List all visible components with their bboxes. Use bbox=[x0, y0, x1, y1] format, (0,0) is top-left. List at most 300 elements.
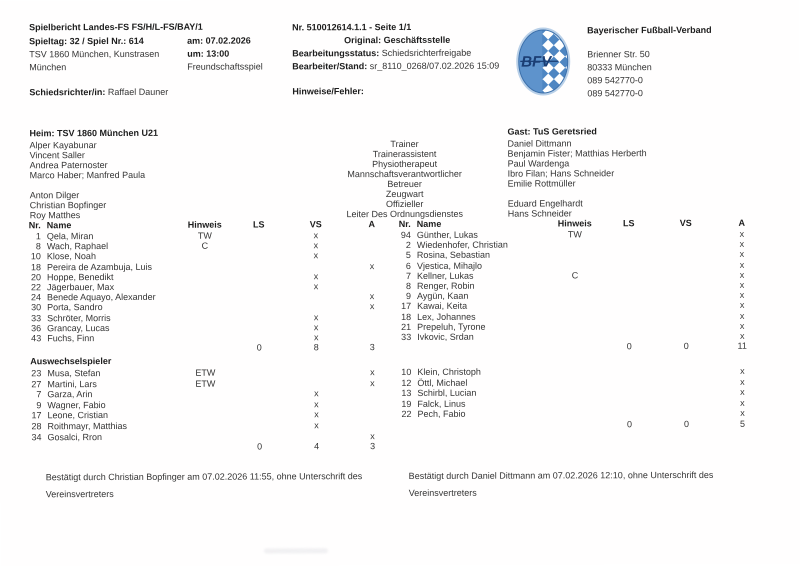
col-ls: LS bbox=[603, 218, 655, 229]
col-nr: 7 bbox=[395, 271, 411, 281]
col-a bbox=[347, 409, 397, 420]
col-nr: 20 bbox=[25, 272, 41, 282]
col-vs bbox=[655, 229, 717, 239]
staff-roles-list bbox=[279, 139, 529, 220]
col-vs: 4 bbox=[286, 441, 348, 452]
logo-text: BFV bbox=[521, 53, 553, 70]
home-confirmation: Bestätigt durch Christian Bopfinger am 07.02.2026 11:55, ohne Unterschrift des Vereinsvertreters bbox=[46, 468, 386, 502]
staff-name: Paul Wardenga bbox=[508, 158, 647, 168]
staff-role: Physiotherapeut bbox=[280, 159, 530, 170]
staff-name bbox=[508, 188, 647, 198]
col-nr: 24 bbox=[25, 292, 41, 302]
col-name: Fuchs, Finn bbox=[41, 333, 177, 344]
col-name: Schröter, Morris bbox=[41, 312, 177, 323]
col-ls bbox=[603, 321, 655, 331]
col-hinweis bbox=[177, 322, 233, 332]
col-nr: 19 bbox=[395, 399, 411, 410]
col-name: Leone, Cristian bbox=[41, 410, 177, 421]
col-nr: 27 bbox=[25, 379, 41, 390]
staff-name: Daniel Dittmann bbox=[507, 138, 646, 148]
col-nr: 21 bbox=[395, 322, 411, 332]
col-ls: LS bbox=[233, 219, 285, 230]
col-ls bbox=[603, 229, 655, 239]
col-vs bbox=[655, 300, 717, 310]
col-vs bbox=[655, 331, 717, 341]
substitutes-heading: Auswechselspieler bbox=[30, 356, 111, 366]
col-nr: 7 bbox=[25, 389, 41, 400]
col-a: x bbox=[717, 376, 767, 387]
col-vs: x bbox=[285, 410, 347, 421]
col-name: Wiedenhofer, Christian bbox=[411, 240, 547, 251]
col-hinweis: ETW bbox=[177, 378, 233, 389]
col-ls: 0 bbox=[603, 419, 655, 430]
doc-status bbox=[292, 47, 499, 61]
col-vs bbox=[655, 310, 717, 320]
col-nr: 33 bbox=[25, 313, 41, 323]
staff-name: Benjamin Fister; Matthias Herberth bbox=[508, 148, 647, 158]
col-a: x bbox=[347, 261, 397, 271]
col-nr: 36 bbox=[25, 323, 41, 333]
matchday-line: Spieltag: 32 / Spiel Nr.: 614 bbox=[29, 35, 159, 48]
col-ls bbox=[233, 410, 285, 421]
col-name: Garza, Arin bbox=[41, 389, 177, 400]
venue-line2: München bbox=[29, 61, 159, 74]
staff-name: Christian Bopfinger bbox=[30, 200, 146, 210]
col-ls bbox=[233, 332, 285, 342]
col-name: Martini, Lars bbox=[41, 378, 177, 389]
col-name: Lex, Johannes bbox=[411, 311, 547, 322]
col-a: x bbox=[717, 331, 767, 341]
col-hinweis bbox=[177, 343, 233, 353]
col-ls bbox=[603, 387, 655, 398]
match-time: um: 13:00 bbox=[187, 47, 263, 60]
col-nr: 9 bbox=[395, 291, 411, 301]
col-hinweis bbox=[177, 312, 233, 322]
referee-label: Schiedsrichter/in: bbox=[29, 87, 105, 97]
col-ls bbox=[603, 377, 655, 388]
col-vs: 8 bbox=[285, 342, 347, 352]
col-ls bbox=[603, 290, 655, 300]
col-hinweis bbox=[547, 311, 603, 321]
col-name: Pereira de Azambuja, Luis bbox=[41, 261, 177, 272]
col-ls bbox=[234, 431, 286, 442]
referee-name: Raffael Dauner bbox=[108, 87, 168, 97]
col-name: Pech, Fabio bbox=[411, 409, 547, 420]
staff-role: Trainer bbox=[279, 139, 529, 150]
col-hinweis bbox=[178, 431, 234, 442]
totals-row bbox=[25, 342, 397, 353]
report-title: Spielbericht Landes-FS FS/H/L-FS/BAY/1 bbox=[29, 22, 203, 33]
col-hinweis bbox=[547, 387, 603, 398]
col-ls bbox=[233, 367, 285, 378]
col-a: x bbox=[717, 387, 767, 398]
col-nr: 6 bbox=[395, 261, 411, 271]
guest-starters-table bbox=[395, 218, 767, 353]
staff-role: Leiter Des Ordnungsdienstes bbox=[280, 209, 530, 220]
col-nr: Nr. bbox=[395, 219, 411, 230]
col-a bbox=[347, 230, 397, 240]
col-hinweis: C bbox=[177, 241, 233, 251]
col-vs: x bbox=[285, 230, 347, 240]
col-a bbox=[347, 388, 397, 399]
col-hinweis bbox=[547, 250, 603, 260]
col-ls bbox=[603, 408, 655, 419]
col-a bbox=[347, 322, 397, 332]
home-team-title: Heim: TSV 1860 München U21 bbox=[29, 128, 158, 138]
hints-label: Hinweise/Fehler: bbox=[292, 86, 364, 96]
col-name: Schirbl, Lucian bbox=[411, 388, 547, 399]
col-nr: 43 bbox=[25, 333, 41, 343]
col-a: 5 bbox=[717, 419, 767, 430]
col-name bbox=[411, 419, 547, 430]
col-ls bbox=[233, 292, 285, 302]
col-ls bbox=[233, 322, 285, 332]
col-vs bbox=[655, 249, 717, 259]
col-ls bbox=[603, 270, 655, 280]
col-nr bbox=[25, 343, 41, 353]
col-hinweis bbox=[177, 261, 233, 271]
col-a: x bbox=[717, 310, 767, 320]
col-ls bbox=[233, 271, 285, 281]
col-name: Grancay, Lucas bbox=[41, 322, 177, 333]
col-hinweis bbox=[547, 419, 603, 430]
col-vs bbox=[655, 366, 717, 377]
col-nr: 18 bbox=[395, 311, 411, 321]
col-nr: 23 bbox=[25, 368, 41, 379]
col-a bbox=[347, 332, 397, 342]
doc-editor bbox=[292, 60, 499, 74]
col-nr: 5 bbox=[395, 250, 411, 260]
doc-editor-value: sr_8110_0268/07.02.2026 15:09 bbox=[370, 61, 499, 71]
col-name: Öttl, Michael bbox=[411, 377, 547, 388]
doc-original: Original: Geschäftsstelle bbox=[292, 34, 499, 48]
col-nr: 12 bbox=[395, 378, 411, 389]
col-nr: 13 bbox=[395, 388, 411, 399]
col-name: Name bbox=[41, 220, 177, 231]
col-name: Hoppe, Benedikt bbox=[41, 272, 177, 283]
col-a: x bbox=[717, 290, 767, 300]
col-a: x bbox=[717, 239, 767, 249]
col-hinweis: Hinweis bbox=[547, 218, 603, 229]
col-ls bbox=[603, 366, 655, 377]
col-vs: x bbox=[285, 420, 347, 431]
guest-team-title: Gast: TuS Geretsried bbox=[507, 126, 596, 136]
staff-name: Vincent Saller bbox=[30, 150, 146, 160]
col-ls: 0 bbox=[233, 342, 285, 352]
guest-subs-table bbox=[395, 366, 767, 431]
col-hinweis bbox=[547, 239, 603, 249]
col-name: Prepeluh, Tyrone bbox=[411, 321, 547, 332]
col-ls bbox=[233, 389, 285, 400]
referee-line bbox=[29, 87, 168, 97]
col-vs: x bbox=[285, 240, 347, 250]
col-name: Gosalci, Rron bbox=[42, 431, 178, 442]
address-line: 089 542770-0 bbox=[587, 87, 652, 100]
col-a: x bbox=[347, 378, 397, 389]
scan-artifact bbox=[264, 548, 328, 553]
col-hinweis bbox=[177, 389, 233, 400]
staff-name bbox=[30, 180, 146, 190]
col-nr: 17 bbox=[395, 301, 411, 311]
col-vs bbox=[286, 431, 348, 442]
staff-name: Anton Dilger bbox=[30, 190, 146, 200]
col-vs: x bbox=[285, 312, 347, 322]
col-hinweis bbox=[177, 271, 233, 281]
col-hinweis: ETW bbox=[177, 368, 233, 379]
col-hinweis: C bbox=[547, 270, 603, 280]
col-a bbox=[347, 281, 397, 291]
staff-home-list bbox=[30, 140, 146, 220]
doc-editor-label: Bearbeiter/Stand: bbox=[292, 61, 367, 71]
staff-name: Hans Schneider bbox=[508, 208, 647, 218]
col-hinweis bbox=[177, 282, 233, 292]
col-vs: VS bbox=[655, 218, 717, 229]
col-a: x bbox=[717, 269, 767, 279]
col-hinweis bbox=[547, 409, 603, 420]
col-name: Klose, Noah bbox=[41, 251, 177, 262]
col-ls bbox=[603, 311, 655, 321]
doc-number: Nr. 510012614.1.1 - Seite 1/1 bbox=[292, 21, 499, 35]
col-vs bbox=[285, 367, 347, 378]
col-name: Benede Aquayo, Alexander bbox=[41, 292, 177, 303]
col-nr bbox=[26, 442, 42, 453]
col-a: x bbox=[717, 249, 767, 259]
col-nr: 2 bbox=[395, 240, 411, 250]
col-nr: Nr. bbox=[25, 220, 41, 231]
association-name: Bayerischer Fußball-Verband bbox=[587, 25, 712, 35]
col-vs bbox=[655, 280, 717, 290]
col-vs: x bbox=[285, 399, 347, 410]
staff-name: Eduard Engelhardt bbox=[508, 198, 647, 208]
col-hinweis bbox=[547, 331, 603, 341]
col-vs: VS bbox=[285, 219, 347, 230]
guest-confirmation: Bestätigt durch Daniel Dittmann am 07.02.2026 12:10, ohne Unterschrift des Vereinsvertreters bbox=[409, 467, 761, 501]
staff-role: Betreuer bbox=[280, 179, 530, 190]
col-hinweis bbox=[177, 292, 233, 302]
col-nr: 17 bbox=[25, 411, 41, 422]
col-name: Vjestica, Mihajlo bbox=[411, 260, 547, 271]
col-hinweis: Hinweis bbox=[177, 220, 233, 231]
col-a bbox=[347, 271, 397, 281]
col-vs bbox=[655, 398, 717, 409]
col-hinweis bbox=[547, 301, 603, 311]
col-name: Aygün, Kaan bbox=[411, 291, 547, 302]
col-ls bbox=[603, 239, 655, 249]
col-name: Porta, Sandro bbox=[41, 302, 177, 313]
col-a: x bbox=[347, 367, 397, 378]
col-hinweis bbox=[547, 280, 603, 290]
col-name bbox=[411, 342, 547, 353]
match-type: Freundschaftsspiel bbox=[187, 60, 263, 73]
col-vs bbox=[655, 408, 717, 419]
col-nr: 22 bbox=[395, 409, 411, 420]
col-nr: 18 bbox=[25, 262, 41, 272]
col-name: Klein, Christoph bbox=[411, 366, 547, 377]
col-ls bbox=[233, 251, 285, 261]
col-ls bbox=[233, 312, 285, 322]
col-name: Roithmayr, Matthias bbox=[41, 421, 177, 432]
col-vs bbox=[655, 290, 717, 300]
col-a: x bbox=[717, 408, 767, 419]
col-hinweis bbox=[547, 366, 603, 377]
col-name: Name bbox=[411, 218, 547, 229]
address-line: 089 542770-0 bbox=[587, 74, 652, 87]
col-name bbox=[42, 442, 178, 453]
home-starters-table bbox=[25, 219, 397, 354]
col-nr: 8 bbox=[395, 281, 411, 291]
col-nr bbox=[395, 420, 411, 431]
col-name: Wach, Raphael bbox=[41, 241, 177, 252]
doc-status-value: Schiedsrichterfreigabe bbox=[382, 48, 472, 58]
col-vs bbox=[655, 387, 717, 398]
col-a: x bbox=[717, 366, 767, 377]
col-name: Rosina, Sebastian bbox=[411, 250, 547, 261]
col-nr: 10 bbox=[25, 252, 41, 262]
col-ls bbox=[603, 300, 655, 310]
totals-row bbox=[395, 341, 767, 352]
col-a: x bbox=[348, 431, 398, 442]
col-a: A bbox=[347, 219, 397, 230]
col-ls bbox=[233, 378, 285, 389]
col-nr: 10 bbox=[395, 367, 411, 378]
staff-name: Andrea Paternoster bbox=[30, 160, 146, 170]
col-ls bbox=[233, 302, 285, 312]
col-vs: 0 bbox=[655, 341, 717, 351]
col-a: x bbox=[717, 229, 767, 239]
association-address bbox=[587, 48, 652, 100]
col-hinweis: TW bbox=[177, 231, 233, 241]
col-vs bbox=[285, 301, 347, 311]
totals-row bbox=[395, 419, 767, 431]
col-vs: x bbox=[285, 322, 347, 332]
address-line: Brienner Str. 50 bbox=[587, 48, 652, 61]
col-a: x bbox=[347, 301, 397, 311]
venue-line1: TSV 1860 München, Kunstrasen bbox=[29, 48, 159, 61]
col-a bbox=[347, 399, 397, 410]
col-nr: 94 bbox=[395, 230, 411, 240]
col-name: Günther, Lukas bbox=[411, 229, 547, 240]
col-name: Musa, Stefan bbox=[41, 368, 177, 379]
match-date: am: 07.02.2026 bbox=[187, 34, 263, 47]
col-a: x bbox=[717, 280, 767, 290]
col-name: Falck, Linus bbox=[411, 398, 547, 409]
col-vs bbox=[655, 259, 717, 269]
col-ls: 0 bbox=[234, 442, 286, 453]
col-name: Ivkovic, Srdan bbox=[411, 331, 547, 342]
col-ls bbox=[603, 331, 655, 341]
col-hinweis bbox=[547, 398, 603, 409]
col-vs bbox=[285, 378, 347, 389]
col-a: x bbox=[717, 320, 767, 330]
col-ls bbox=[603, 280, 655, 290]
col-ls bbox=[233, 261, 285, 271]
col-hinweis bbox=[177, 332, 233, 342]
col-hinweis bbox=[547, 377, 603, 388]
col-name: Wagner, Fabio bbox=[41, 400, 177, 411]
col-hinweis: TW bbox=[547, 229, 603, 239]
col-hinweis bbox=[177, 421, 233, 432]
col-a: 11 bbox=[717, 341, 767, 351]
col-name: Qela, Miran bbox=[41, 231, 177, 242]
col-hinweis bbox=[547, 260, 603, 270]
col-a bbox=[347, 312, 397, 322]
col-nr: 8 bbox=[25, 241, 41, 251]
col-vs bbox=[285, 261, 347, 271]
col-name bbox=[41, 343, 177, 354]
col-ls bbox=[233, 230, 285, 240]
bfv-logo bbox=[515, 26, 571, 96]
col-hinweis bbox=[177, 399, 233, 410]
staff-name: Emilie Rottmüller bbox=[508, 178, 647, 188]
home-subs-table bbox=[25, 367, 397, 453]
col-vs: 0 bbox=[655, 419, 717, 430]
col-a: 3 bbox=[347, 342, 397, 352]
col-vs: x bbox=[285, 332, 347, 342]
col-name: Kellner, Lukas bbox=[411, 270, 547, 281]
staff-name: Ibro Filan; Hans Schneider bbox=[508, 168, 647, 178]
staff-role: Offizieller bbox=[280, 199, 530, 210]
col-vs: x bbox=[285, 271, 347, 281]
staff-role: Trainerassistent bbox=[280, 149, 530, 160]
col-a: x bbox=[717, 300, 767, 310]
col-name: Renger, Robin bbox=[411, 280, 547, 291]
col-nr: 9 bbox=[25, 400, 41, 411]
col-hinweis bbox=[178, 442, 234, 453]
col-nr: 30 bbox=[25, 303, 41, 313]
staff-guest-list bbox=[507, 138, 646, 218]
col-vs bbox=[655, 321, 717, 331]
col-nr: 34 bbox=[26, 432, 42, 443]
col-vs: x bbox=[285, 388, 347, 399]
col-a: x bbox=[717, 397, 767, 408]
col-ls bbox=[233, 399, 285, 410]
staff-name: Roy Matthes bbox=[30, 210, 146, 220]
staff-role: Mannschaftsverantwortlicher bbox=[280, 169, 530, 180]
staff-name: Marco Haber; Manfred Paula bbox=[30, 170, 146, 180]
col-nr: 1 bbox=[25, 231, 41, 241]
col-vs bbox=[655, 239, 717, 249]
col-vs: x bbox=[285, 281, 347, 291]
col-hinweis bbox=[547, 321, 603, 331]
col-hinweis bbox=[177, 302, 233, 312]
col-a: A bbox=[717, 218, 767, 229]
col-hinweis bbox=[547, 341, 603, 351]
col-nr: 22 bbox=[25, 282, 41, 292]
col-vs bbox=[285, 291, 347, 301]
col-hinweis bbox=[547, 290, 603, 300]
staff-role: Zeugwart bbox=[280, 189, 530, 200]
col-nr: 28 bbox=[25, 421, 41, 432]
col-ls bbox=[603, 398, 655, 409]
col-name: Jägerbauer, Max bbox=[41, 282, 177, 293]
staff-name: Alper Kayabunar bbox=[30, 140, 146, 150]
col-a: 3 bbox=[348, 441, 398, 452]
col-a bbox=[347, 250, 397, 260]
col-ls bbox=[233, 281, 285, 291]
col-a bbox=[347, 240, 397, 250]
col-vs bbox=[655, 376, 717, 387]
col-vs: x bbox=[285, 251, 347, 261]
address-line: 80333 München bbox=[587, 61, 652, 74]
col-name: Kawai, Keita bbox=[411, 301, 547, 312]
col-ls bbox=[603, 260, 655, 270]
totals-row bbox=[26, 441, 398, 453]
col-ls bbox=[603, 249, 655, 259]
col-nr bbox=[395, 342, 411, 352]
col-hinweis bbox=[177, 410, 233, 421]
col-a: x bbox=[347, 291, 397, 301]
col-hinweis bbox=[177, 251, 233, 261]
